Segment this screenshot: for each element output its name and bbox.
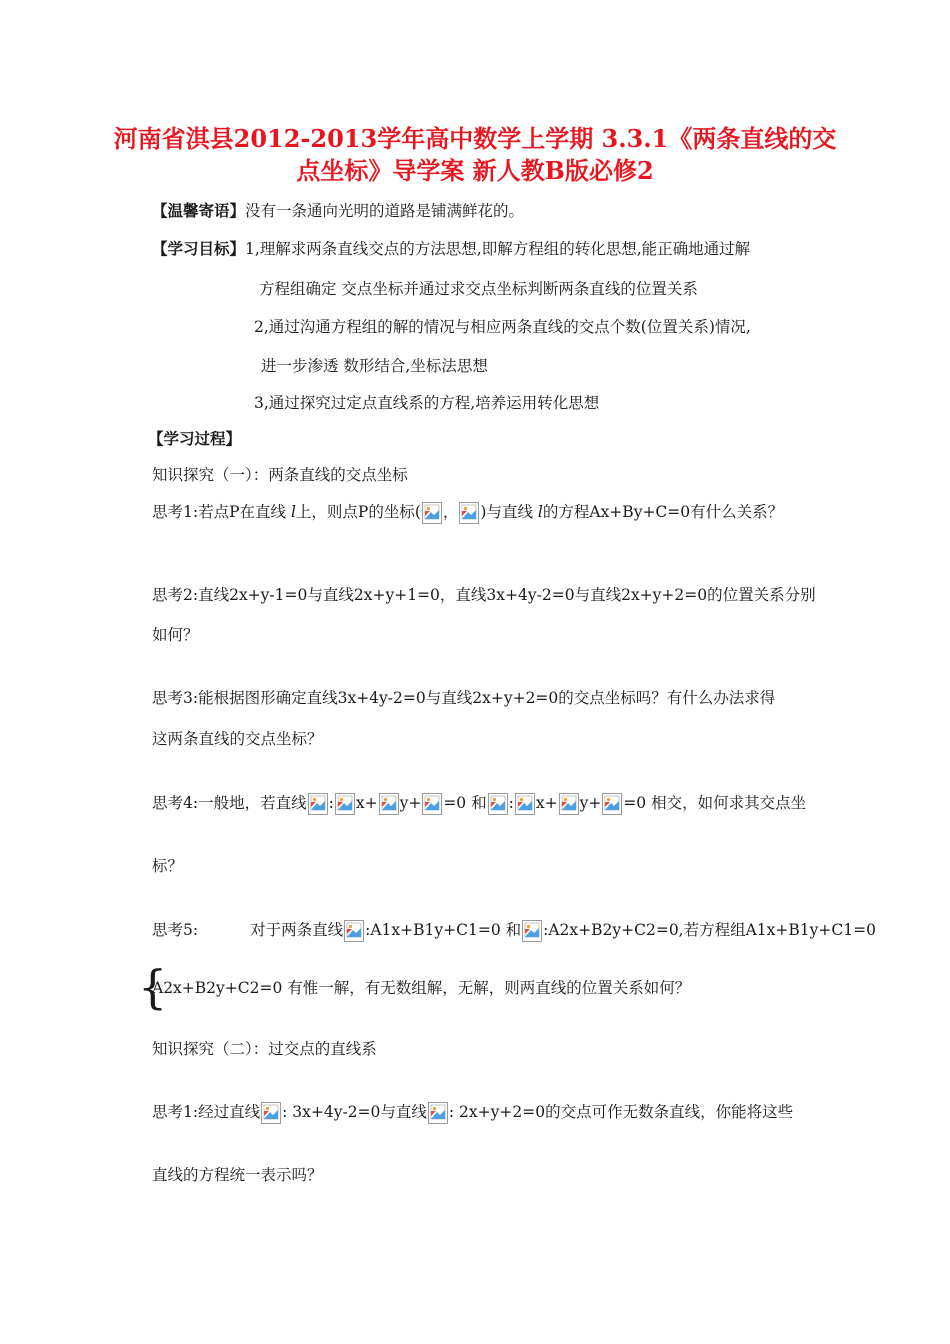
objective-2a: 2,通过沟通方程组的解的情况与相应两条直线的交点个数(位置关系)情况, — [254, 318, 751, 336]
objective-1b: 方程组确定 交点坐标并通过求交点坐标判断两条直线的位置关系 — [259, 280, 698, 298]
q1-comma: ， — [442, 503, 459, 521]
q4-x-2: x+ — [535, 794, 558, 812]
broken-image-icon — [379, 793, 399, 815]
question-5a — [152, 919, 876, 942]
broken-image-icon — [428, 1102, 448, 1124]
broken-image-icon — [602, 793, 622, 815]
objective-2b: 进一步渗透 数形结合,坐标法思想 — [261, 357, 488, 375]
question-3b: 这两条直线的交点坐标？ — [152, 730, 323, 748]
q4-x: x+ — [355, 794, 378, 812]
broken-image-icon — [488, 793, 508, 815]
q1-text-c: )与直线 — [480, 503, 538, 521]
process-label: 【学习过程】 — [148, 429, 242, 448]
q5-text-d: :A2x+B2y+C2=0,若方程组A1x+B1y+C1=0 — [543, 921, 876, 939]
greeting-label: 【温馨寄语】 — [152, 201, 246, 220]
objective-1a: 1,理解求两条直线交点的方法思想,即解方程组的转化思想,能正确地通过解 — [245, 240, 751, 258]
q6-text-c: : 2x+y+2=0的交点可作无数条直线，你能将这些 — [448, 1103, 794, 1121]
document-title-line-1: 河南省淇县2012-2013学年高中数学上学期 3.3.1《两条直线的交 — [113, 124, 837, 153]
question-2a: 思考2:直线2x+y-1=0与直线2x+y+1=0，直线3x+4y-2=0与直线2x+y+2=0的位置关系分别 — [152, 586, 816, 604]
question-6a — [152, 1101, 793, 1124]
q1-var-l: l — [290, 503, 296, 521]
q4-eq: =0 和 — [443, 794, 487, 812]
q1-text-b: 上，则点P的坐标( — [295, 503, 421, 521]
q6-text-b: : 3x+4y-2=0与直线 — [282, 1103, 427, 1121]
broken-image-icon — [422, 793, 442, 815]
q5-text-b: 对于两条直线 — [250, 921, 344, 939]
broken-image-icon — [261, 1102, 281, 1124]
question-2b: 如何？ — [152, 626, 199, 644]
section-2-heading: 知识探究（二）：过交点的直线系 — [152, 1040, 377, 1058]
q5-text-c: :A1x+B1y+C1=0 和 — [365, 921, 522, 939]
q1-var-l2: l — [537, 503, 543, 521]
broken-image-icon — [335, 793, 355, 815]
question-1 — [152, 501, 783, 524]
q4-colon-2: : — [508, 794, 514, 812]
section-1-heading: 知识探究（一）：两条直线的交点坐标 — [152, 466, 408, 484]
objective-3: 3,通过探究过定点直线系的方程,培养运用转化思想 — [254, 394, 600, 412]
q1-text-d: 的方程Ax+By+C=0有什么关系？ — [542, 503, 784, 521]
question-5b: A2x+B2y+C2=0 有惟一解，有无数组解，无解，则两直线的位置关系如何？ — [152, 979, 691, 997]
broken-image-icon — [344, 920, 364, 942]
broken-image-icon — [559, 793, 579, 815]
question-4a — [152, 792, 806, 815]
broken-image-icon — [308, 793, 328, 815]
objectives-line-1 — [152, 238, 750, 260]
question-4b: 标？ — [152, 857, 184, 875]
q4-y: y+ — [399, 794, 422, 812]
q1-text-a: 思考1:若点P在直线 — [152, 503, 291, 521]
q5-text-a: 思考5: — [152, 921, 199, 939]
q4-colon: : — [328, 794, 334, 812]
question-3a: 思考3:能根据图形确定直线3x+4y-2=0与直线2x+y+2=0的交点坐标吗？有什么办法求得 — [152, 689, 776, 707]
broken-image-icon — [459, 502, 479, 524]
broken-image-icon — [515, 793, 535, 815]
question-6b: 直线的方程统一表示吗？ — [152, 1166, 323, 1184]
q4-end: =0 相交，如何求其交点坐 — [623, 794, 807, 812]
q4-y-2: y+ — [579, 794, 602, 812]
broken-image-icon — [422, 502, 442, 524]
broken-image-icon — [522, 920, 542, 942]
objectives-label: 【学习目标】 — [152, 239, 246, 258]
q6-text-a: 思考1:经过直线 — [152, 1103, 261, 1121]
equation-brace: { — [138, 960, 168, 1014]
greeting-text: 没有一条通向光明的道路是铺满鲜花的。 — [245, 202, 525, 220]
q4-text-a: 思考4:一般地，若直线 — [152, 794, 307, 812]
document-title-line-2: 点坐标》导学案 新人教B版必修2 — [296, 156, 654, 185]
greeting-line — [152, 200, 524, 222]
